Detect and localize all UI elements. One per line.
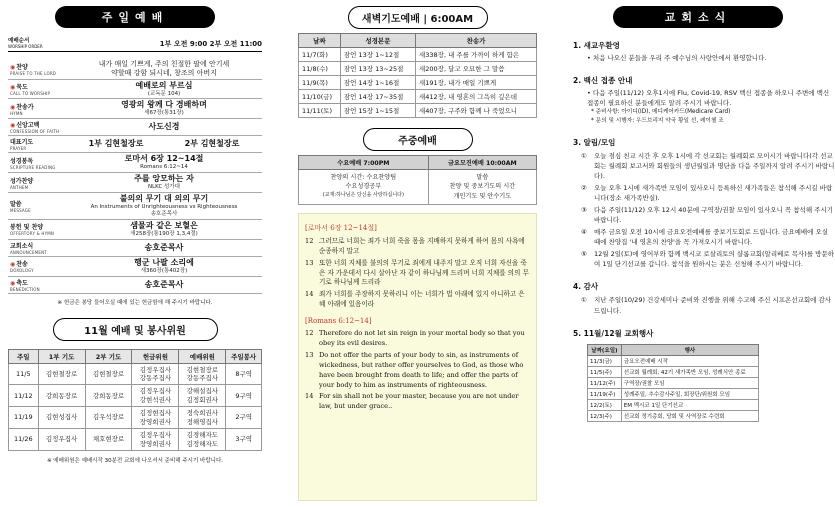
verse-row (305, 329, 530, 349)
duty-cell-line: 장영희권사 (139, 439, 172, 448)
order-header-left: 예배순서 (8, 38, 30, 44)
events-row (588, 410, 759, 421)
duty-cell (38, 363, 85, 385)
section-title: 1. 새교우환영 (573, 41, 620, 50)
order-label-en: BENEDICTION (10, 286, 40, 292)
order-label-en: PRAISE TO THE LORD (10, 70, 57, 76)
korean-verses (305, 237, 530, 310)
order-row (8, 239, 262, 256)
order-label-text: 말씀 (10, 200, 22, 208)
dawn-cell: 새191장, 내가 매일 기쁘게 (415, 76, 536, 90)
verse-row (305, 259, 530, 289)
order-row (8, 119, 262, 136)
order-content (66, 79, 262, 99)
order-label (8, 99, 66, 119)
order-label-en: ANTHEM (10, 184, 29, 190)
vaccine-sub-item: * 준비사항: 아이디(ID), 메디케어카드(Medicare Card) (591, 108, 835, 116)
dawn-cell: 잠언 15장 1~15절 (340, 104, 415, 118)
events-row (588, 366, 759, 377)
midweek-wed-line: 찬양의 시간: 수요찬양팀 (330, 174, 397, 181)
verse-number: 14 (305, 290, 314, 299)
dawn-row (299, 48, 537, 62)
order-label (8, 59, 66, 79)
dawn-header: 찬송가 (415, 34, 536, 48)
order-label-text: 찬송 (16, 261, 28, 269)
section-vaccine (573, 75, 835, 124)
verse-text: For sin shall not be your master, because you are not under law, but under grace.. (319, 392, 519, 411)
duty-cell-line: 11/19 (13, 413, 33, 422)
midweek-wed-line: (교재:하나님은 당신을 사랑하십니다) (322, 191, 404, 198)
order-sub: Romans 6:12~14 (140, 164, 188, 171)
dawn-cell: 새200장, 달고 오묘한 그 말씀 (415, 62, 536, 76)
duty-row (9, 429, 262, 451)
duty-cell-line: 김정우집사 (139, 431, 172, 440)
notice-number: ③ (581, 206, 587, 215)
order-label-en: DOXOLOGY (10, 268, 34, 274)
dawn-cell: 11/11(토) (299, 104, 341, 118)
verse-number: 13 (305, 350, 314, 359)
duty-cell-line: 김현철장로 (186, 365, 219, 374)
order-sub: 새67장(통31장) (144, 110, 184, 117)
duty-row (9, 385, 262, 407)
duty-cell-line: 김현철장로 (45, 369, 78, 378)
order-content (66, 239, 262, 256)
notice-list (573, 151, 835, 270)
verse-text: 그러므로 너희는 죄가 너희 죽을 몸을 지배하지 못하게 하여 몸의 사욕에 순종하지 말고 (319, 236, 525, 255)
order-row (8, 59, 262, 79)
order-label (8, 119, 66, 136)
duty-cell (9, 429, 39, 451)
duty-cell (38, 407, 85, 429)
duty-cell (85, 363, 132, 385)
order-row (8, 256, 262, 276)
events-cell: 12/3(주) (588, 410, 622, 421)
midweek-header-fri: 금요모진예배 10:00AM (428, 156, 536, 170)
duty-header: 2부 기도 (85, 349, 132, 363)
order-content (66, 276, 262, 293)
marker-icon: ◉ (10, 122, 16, 130)
welcome-item: • 처음 나오신 분들을 우리 주 예수님의 사랑안에서 환영합니다. (587, 54, 835, 63)
order-text: 내가 매일 기쁘게, 주의 친절한 팔에 안기세 (98, 60, 230, 68)
order-sub: (교독문 104) (147, 90, 181, 97)
dawn-prayer-table (298, 33, 537, 118)
thanks-list (573, 295, 835, 315)
order-row (8, 276, 262, 293)
duty-cell-line: 3구역 (235, 435, 253, 444)
duty-cell (179, 407, 226, 429)
midweek-fri-line: 말씀 (476, 174, 489, 181)
duty-cell-line: 김정해자도 (186, 439, 219, 448)
notice-text: 오늘 오후 1시에 새가족반 모임이 있사오니 등록하신 새가족들은 참석해 주시길 바랍니다(장소 새가족반실). (594, 183, 833, 203)
dawn-header: 날짜 (299, 34, 341, 48)
events-row (588, 355, 759, 366)
verse-row (305, 237, 530, 257)
duty-cell-line: 11/12 (13, 391, 33, 400)
duty-row (9, 407, 262, 429)
verse-text: Do not offer the parts of your body to sin, as instruments of wickedness, but rather offer yourselves to God, as those who have been brought from death to life; and offer the parts of your body to him as instruments of righteousness. (319, 350, 524, 389)
duty-cell (226, 385, 262, 407)
events-row (588, 399, 759, 410)
duty-cell (179, 363, 226, 385)
order-label-en: CONFESSION OF FAITH (10, 129, 60, 135)
duty-cell-line: 장영희권사 (139, 417, 172, 426)
verse-row (305, 290, 530, 310)
verse-text: Therefore do not let sin reign in your mortal body so that you obey its evil desires. (319, 329, 525, 348)
order-content (66, 119, 262, 136)
duty-cell (85, 429, 132, 451)
dawn-row (299, 76, 537, 90)
order-row (8, 193, 262, 220)
order-content (66, 136, 262, 153)
order-label (8, 193, 66, 220)
order-label (8, 79, 66, 99)
order-row (8, 219, 262, 239)
duty-cell (9, 363, 39, 385)
vaccine-sub-item: * 문의 및 시행자: 우드브리지 약국 황일 선, 레이첼 조 (591, 117, 835, 125)
order-label-en: PRAYER (10, 146, 27, 152)
notice-item (573, 227, 835, 247)
order-label-en: SCRIPTURE READING (10, 164, 56, 170)
dawn-row (299, 104, 537, 118)
duty-cell (132, 429, 179, 451)
verse-text: 죄가 너희를 주장하지 못하리니 이는 너희가 법 아래에 있지 아니하고 은혜 아래에 있음이라 (319, 290, 525, 309)
order-label-text: 대표기도 (10, 139, 34, 147)
midweek-wed-line: 수요성경공부 (345, 183, 382, 191)
prayer-first: 1부 김현철장로 (88, 139, 144, 149)
events-header: 날짜(요일) (588, 344, 622, 355)
events-header: 행사 (621, 344, 758, 355)
order-label-en: CALL TO WORSHIP (10, 90, 51, 96)
order-label-text: 성경봉독 (10, 157, 34, 165)
order-text: 행군 나팔 소리에 (134, 257, 194, 267)
notice-number: ① (581, 151, 587, 160)
dawn-row (299, 62, 537, 76)
order-label-text: 신앙고백 (16, 122, 40, 130)
duty-header: 헌금위원 (132, 349, 179, 363)
events-cell: 11/3(금) (588, 355, 622, 366)
order-text: 송호준목사 (144, 242, 184, 252)
order-label-en: HYMN (10, 110, 23, 116)
notice-item (573, 151, 835, 181)
verse-number: 14 (305, 392, 314, 401)
duty-cell (38, 385, 85, 407)
english-verses (305, 329, 530, 412)
dawn-cell: 새338장, 내 주를 가까이 하게 함은 (415, 48, 536, 62)
events-cell: 11/12(주) (588, 377, 622, 388)
notice-number: ② (581, 183, 587, 192)
order-label (8, 276, 66, 293)
dawn-cell: 잠언 14장 1~16절 (340, 76, 415, 90)
marker-icon: ◉ (10, 103, 16, 111)
order-label (8, 239, 66, 256)
verse-number: 12 (305, 236, 314, 245)
dawn-cell: 11/7(화) (299, 48, 341, 62)
english-passage-title: [Romans 6:12~14] (305, 317, 372, 326)
order-label-en: OFFERTORY & HYMN (10, 231, 55, 237)
order-sub: 새360장(통402장) (140, 267, 188, 274)
duty-cell-line: 김정우집사 (45, 435, 78, 444)
order-label-en: MESSAGE (10, 207, 31, 213)
order-label-text: 묵도 (16, 83, 28, 91)
marker-icon: ◉ (10, 63, 16, 71)
duty-cell-line: 김정현집사 (139, 409, 172, 418)
order-header (8, 36, 262, 52)
order-label (8, 136, 66, 153)
order-text-en: An Instruments of Unrighteousness vs Righteousness (90, 204, 238, 210)
duty-cell-line: 강동주집사 (186, 373, 219, 382)
duty-cell-line: 강희동장로 (92, 391, 125, 400)
service-times: 1부 오전 9:00 2부 오전 11:00 (159, 40, 262, 48)
duty-cell (132, 407, 179, 429)
duty-cell-line: 8구역 (235, 369, 253, 378)
section-title: 3. 알림/모임 (573, 137, 616, 147)
order-label-text: 성가찬양 (10, 177, 34, 185)
duty-cell-line: 정숙희권사 (186, 409, 219, 418)
events-table (587, 344, 759, 422)
notice-item (573, 249, 835, 269)
duty-cell (9, 407, 39, 429)
offering-note: ※ 헌금은 봉당 들어오실 때에 있는 헌금함에 해 주시기 바랍니다. (57, 299, 213, 306)
order-text: 주를 앙모하는 자 (134, 174, 194, 184)
midweek-fri-line: 개인기도 및 안수기도 (453, 192, 512, 200)
order-row (8, 153, 262, 173)
order-text: 사도신경 (148, 122, 180, 132)
events-cell: 11/19(주) (588, 388, 622, 399)
events-cell: EM 멕시코 1일 단기선교 (621, 399, 758, 410)
order-content (66, 256, 262, 276)
duty-table (8, 349, 262, 452)
order-label-text: 찬양 (16, 63, 28, 71)
duty-cell (179, 385, 226, 407)
order-header-left-en: WORSHIP ORDER (8, 44, 43, 49)
duty-note: ※ 예배위원은 예배시작 30분전 교회에 나오셔서 준비해 주시기 바랍니다. (46, 458, 224, 464)
section-title: 2. 백신 접종 안내 (573, 76, 633, 86)
order-sub: 송호준목사 (150, 210, 178, 217)
scripture-box (298, 213, 537, 501)
duty-cell-line: 2구역 (235, 413, 253, 422)
marker-icon: ◉ (10, 83, 16, 91)
marker-icon: ◉ (10, 279, 16, 287)
verse-number: 13 (305, 258, 314, 267)
duty-cell-line: 강현석권사 (139, 395, 172, 404)
dawn-cell: 새412장, 내 영혼의 그윽히 깊은데 (415, 90, 536, 104)
prayer-second: 2부 김현철장로 (184, 139, 240, 149)
order-label-text: 축도 (16, 279, 28, 287)
duty-cell-line: 11/5 (16, 369, 31, 378)
notice-text: 지난 주일(10/29) 건강세미나 준비와 진행을 위해 수고해 주신 시프온선교회에 감사드립니다. (594, 296, 832, 315)
worship-order-table (8, 59, 262, 294)
events-cell: 성례주일, 추수감사주일, 회장단/위원회 모임 (621, 388, 758, 399)
duty-cell-line: 강해설집사 (186, 387, 219, 396)
order-text: 로마서 6장 12~14절 (124, 154, 204, 164)
order-row (8, 136, 262, 153)
order-content (66, 219, 262, 239)
dawn-cell: 11/9(목) (299, 76, 341, 90)
order-text: 샘물과 같은 보혈은 (130, 220, 198, 230)
order-label-text: 찬송가 (16, 103, 34, 111)
order-text: 예배로의 부르심 (135, 80, 193, 90)
events-cell: 11/5(주) (588, 366, 622, 377)
notice-number: ④ (581, 228, 587, 237)
section-title: 5. 11월/12월 교회행사 (573, 328, 654, 338)
church-news-title: 교회소식 (613, 6, 783, 28)
notice-item (573, 183, 835, 203)
vaccine-item: • 다음 주일(11/12) 오후1시에 Flu, Covid-19, RSV 백신 접종을 하오니 주변에 백신 접종이 필요하신 분들에게도 알려 주시기 바랍니다. (587, 89, 835, 108)
dawn-cell: 11/10(금) (299, 90, 341, 104)
notice-number: ⑤ (581, 250, 587, 259)
sunday-worship-title: 주일예배 (55, 6, 215, 28)
dawn-cell: 잠언 13장 1~12절 (340, 48, 415, 62)
midweek-table (298, 155, 537, 205)
notice-item (573, 205, 835, 225)
order-text: 약할때 강함 되시네, 창조의 아버지 (111, 68, 217, 77)
duty-cell-line: 정해영집사 (186, 417, 219, 426)
notice-text: 매주 금요일 오전 10시에 금요오전예배를 중보기도회로 드립니다. 금요예배에 오실 때에 찬양집 '내 영혼의 찬양'을 꼭 가져오시기 바랍니다. (594, 228, 829, 247)
duty-cell-line: 김정회권사 (186, 395, 219, 404)
events-cell: 선교회 월례회, 42기 새가족반 모임, 성례식안 종료 (621, 366, 758, 377)
dawn-cell: 11/8(수) (299, 62, 341, 76)
duty-cell-line: 11/26 (13, 435, 33, 444)
duty-cell (226, 407, 262, 429)
events-row (588, 377, 759, 388)
order-label-en: ANNOUNCEMENT (10, 249, 47, 255)
duty-cell-line: 채호현장로 (92, 435, 125, 444)
order-content (66, 59, 262, 79)
verse-row (305, 351, 530, 391)
order-label-text: 봉헌 및 찬양 (10, 224, 44, 232)
order-content (66, 193, 262, 220)
dawn-cell: 잠언 13장 13~25절 (340, 62, 415, 76)
duty-header: 주일봉사 (226, 349, 262, 363)
order-label-text: 교회소식 (10, 242, 34, 250)
dawn-cell: 잠언 14장 17~35절 (340, 90, 415, 104)
order-row (8, 99, 262, 119)
events-cell: 금요오전예배 시작 (621, 355, 758, 366)
korean-passage-title: [로마서 6장 12~14절] (305, 223, 377, 232)
dawn-header: 성경본문 (340, 34, 415, 48)
duty-cell (132, 363, 179, 385)
midweek-fri-line: 찬양 및 중보기도의 시간 (449, 183, 516, 191)
order-label (8, 153, 66, 173)
notice-text: 오늘 점심 친교 시간 후 오후 1시에 각 선교회는 월례회로 모이시기 바랍니다(각 선교회는 월례회 보고서와 회원들의 생년월일과 명단을 다음 주일까지 알려 주시기 바랍니다). (594, 151, 835, 180)
duty-cell (85, 407, 132, 429)
dawn-cell: 새407장, 구주와 함께 나 죽었으니 (415, 104, 536, 118)
events-row (588, 388, 759, 399)
order-text: 불의의 무기 대 의의 무기 (119, 194, 209, 203)
duty-cell-line: 김정우집사 (139, 365, 172, 374)
duty-cell (38, 429, 85, 451)
order-label (8, 219, 66, 239)
order-sub: NLKC 성가대 (147, 184, 180, 191)
duty-header: 예배위원 (179, 349, 226, 363)
order-row (8, 79, 262, 99)
duty-header: 주일 (9, 349, 39, 363)
dawn-row (299, 90, 537, 104)
order-sub: 새258장(통190장 1,3,4절) (130, 230, 198, 237)
order-label (8, 173, 66, 193)
duty-header: 1부 기도 (38, 349, 85, 363)
notice-number: ① (581, 296, 587, 305)
section-thanks (573, 281, 835, 315)
notice-text: 다음 주일(11/12) 오후 12시 40분에 구역장/권찰 모임이 있사오니 꼭 참석해 주시기 바랍니다. (594, 206, 834, 225)
duty-cell-line: 김경해자도 (186, 431, 219, 440)
duty-cell-line: 김현철장로 (92, 369, 125, 378)
section-events (573, 328, 835, 422)
duty-cell (226, 429, 262, 451)
order-content (66, 99, 262, 119)
order-column (0, 0, 268, 507)
section-title: 4. 감사 (573, 282, 599, 292)
duty-cell (179, 429, 226, 451)
duty-cell (9, 385, 39, 407)
marker-icon: ◉ (10, 261, 16, 269)
midweek-title: 주중예배 (363, 128, 473, 151)
events-cell: 12/2(토) (588, 399, 622, 410)
duty-cell (226, 363, 262, 385)
notice-item (573, 295, 835, 315)
order-row (8, 173, 262, 193)
order-content (66, 173, 262, 193)
verse-row (305, 392, 530, 412)
order-label (8, 256, 66, 276)
duty-title: 11월 예배 및 봉사위원 (53, 318, 218, 341)
news-column (565, 0, 835, 507)
duty-cell-line: 김현성집사 (45, 413, 78, 422)
duty-cell-line: 9구역 (235, 391, 253, 400)
duty-cell-line: 김정우집사 (139, 387, 172, 396)
midweek-header-wed: 수요예배 7:00PM (299, 156, 429, 170)
order-content (66, 153, 262, 173)
verse-text: 또한 너희 지체를 불의의 무기로 죄에게 내주지 말고 오직 너희 자신을 죽은 자 가운데서 다시 살아난 자 같이 하나님께 드리며 너희 지체를 의의 무기로 하나님께 드리라 (319, 258, 529, 287)
duty-cell-line: 김우석장로 (92, 413, 125, 422)
order-text: 송호준목사 (144, 279, 184, 289)
duty-row (9, 363, 262, 385)
section-welcome (573, 40, 835, 63)
duty-cell-line: 강동주집사 (139, 373, 172, 382)
duty-cell (132, 385, 179, 407)
events-cell: 선교회 정기총회, 당회 및 사역장로 수련회 (621, 410, 758, 421)
duty-cell (85, 385, 132, 407)
section-notices (573, 137, 835, 270)
duty-cell-line: 강희동장로 (45, 391, 78, 400)
order-text: 영광의 왕께 다 경배하며 (121, 100, 207, 110)
verse-number: 12 (305, 329, 314, 338)
dawn-prayer-title: 새벽기도예배 | 6:00AM (348, 6, 488, 29)
events-cell: 구역장/권찰 모임 (621, 377, 758, 388)
schedule-column (290, 0, 537, 507)
notice-text: 12월 2일(토)에 영어부와 함께 백시코 로살리토의 샬롬교회(알리베로 목사)를 방문하여 1일 단기선교를 갑니다. 참석을 원하시는 분은 신청해 주시기 바랍니다. (594, 250, 835, 269)
